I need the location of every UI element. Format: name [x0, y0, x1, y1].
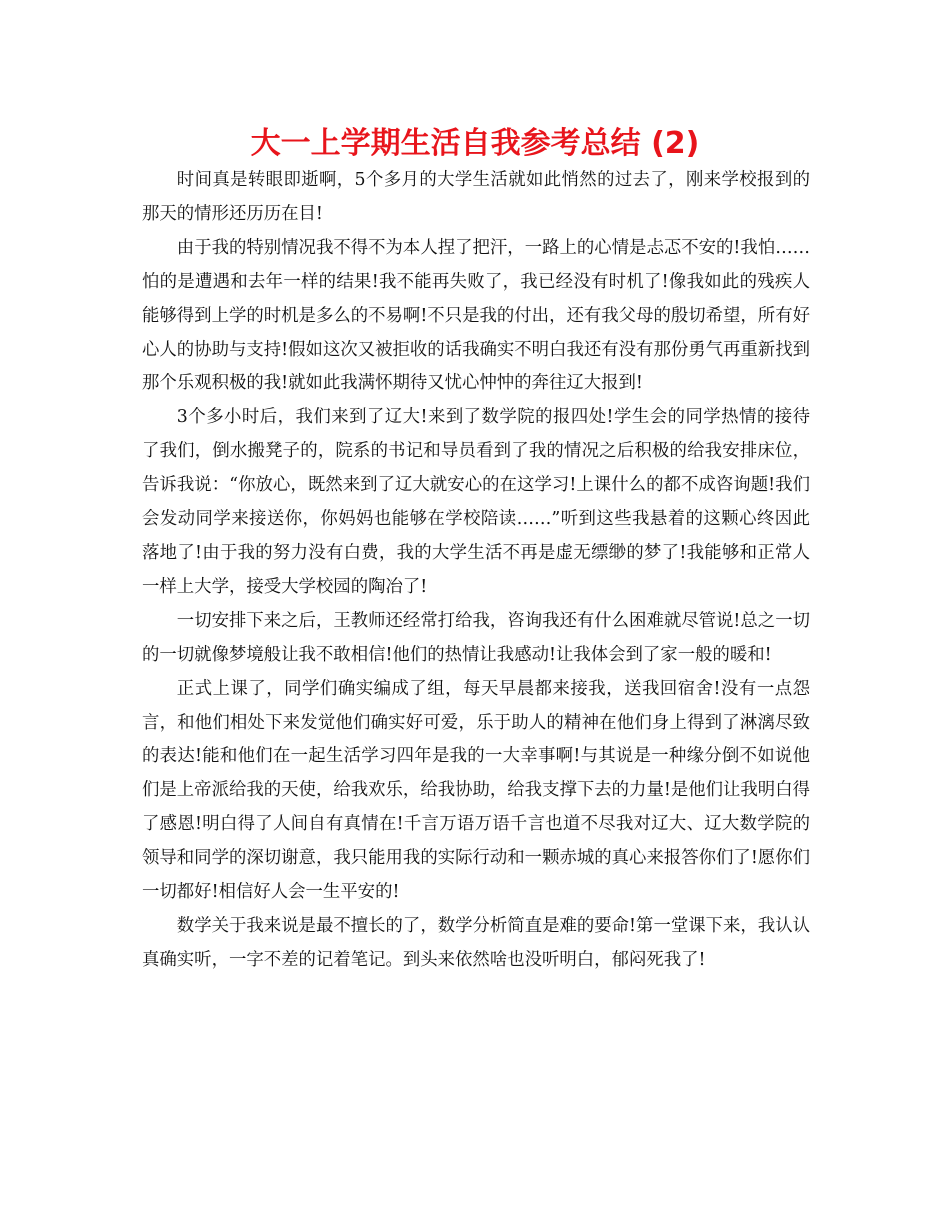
- paragraph: 数学关于我来说是最不擅长的了，数学分析简直是难的要命!第一堂课下来，我认认真确实听，一字不差的记着笔记。到头来依然啥也没听明白，郁闷死我了!: [142, 915, 810, 970]
- paragraph: 一切安排下来之后，王教师还经常打给我，咨询我还有什么困难就尽管说!总之一切的一切就像梦境般让我不敢相信!他们的热情让我感动!让我体会到了家一般的暖和!: [142, 610, 810, 665]
- document-title: 大一上学期生活自我参考总结 (2): [250, 126, 700, 161]
- paragraph: 3个多小时后，我们来到了辽大!来到了数学院的报四处!学生会的同学热情的接待了我们，倒水搬凳子的，院系的书记和导员看到了我的情况之后积极的给我安排床位，告诉我说：“你放心，既然来到了辽大就安心的在这学习!上课什么的都不成咨询题!我们会发动同学来接送你，你妈妈也能够在学校陪读……”听到这些我悬着的这颗心终因此落地了!由于我的努力没有白费，我的大学生活不再是虚无缥缈的梦了!我能够和正常人一样上大学，接受大学校园的陶冶了!: [142, 407, 810, 597]
- paragraph: 时间真是转眼即逝啊，5个多月的大学生活就如此悄然的过去了，刚来学校报到的那天的情形还历历在目!: [142, 170, 810, 224]
- paragraph: 由于我的特别情况我不得不为本人捏了把汗，一路上的心情是忐忑不安的!我怕……怕的是遭遇和去年一样的结果!我不能再失败了，我已经没有时机了!像我如此的残疾人能够得到上学的时机是多么的不易啊!不只是我的付出，还有我父母的殷切希望，所有好心人的协助与支持!假如这次又被拒收的话我确实不明白我还有没有那份勇气再重新找到那个乐观积极的我!就如此我满怀期待又忧心忡忡的奔往辽大报到!: [142, 237, 810, 394]
- paragraph: 正式上课了，同学们确实编成了组，每天早晨都来接我，送我回宿舍!没有一点怨言，和他们相处下来发觉他们确实好可爱，乐于助人的精神在他们身上得到了淋漓尽致的表达!能和他们在一起生活学习四年是我的一大幸事啊!与其说是一种缘分倒不如说他们是上帝派给我的天使，给我欢乐，给我协助，给我支撑下去的力量!是他们让我明白得了感恩!明白得了人间自有真情在!千言万语万语千言也道不尽我对辽大、辽大数学院的领导和同学的深切谢意，我只能用我的实际行动和一颗赤城的真心来报答你们了!愿你们一切都好!相信好人会一生平安的!: [142, 678, 810, 903]
- document-body: [142, 164, 810, 978]
